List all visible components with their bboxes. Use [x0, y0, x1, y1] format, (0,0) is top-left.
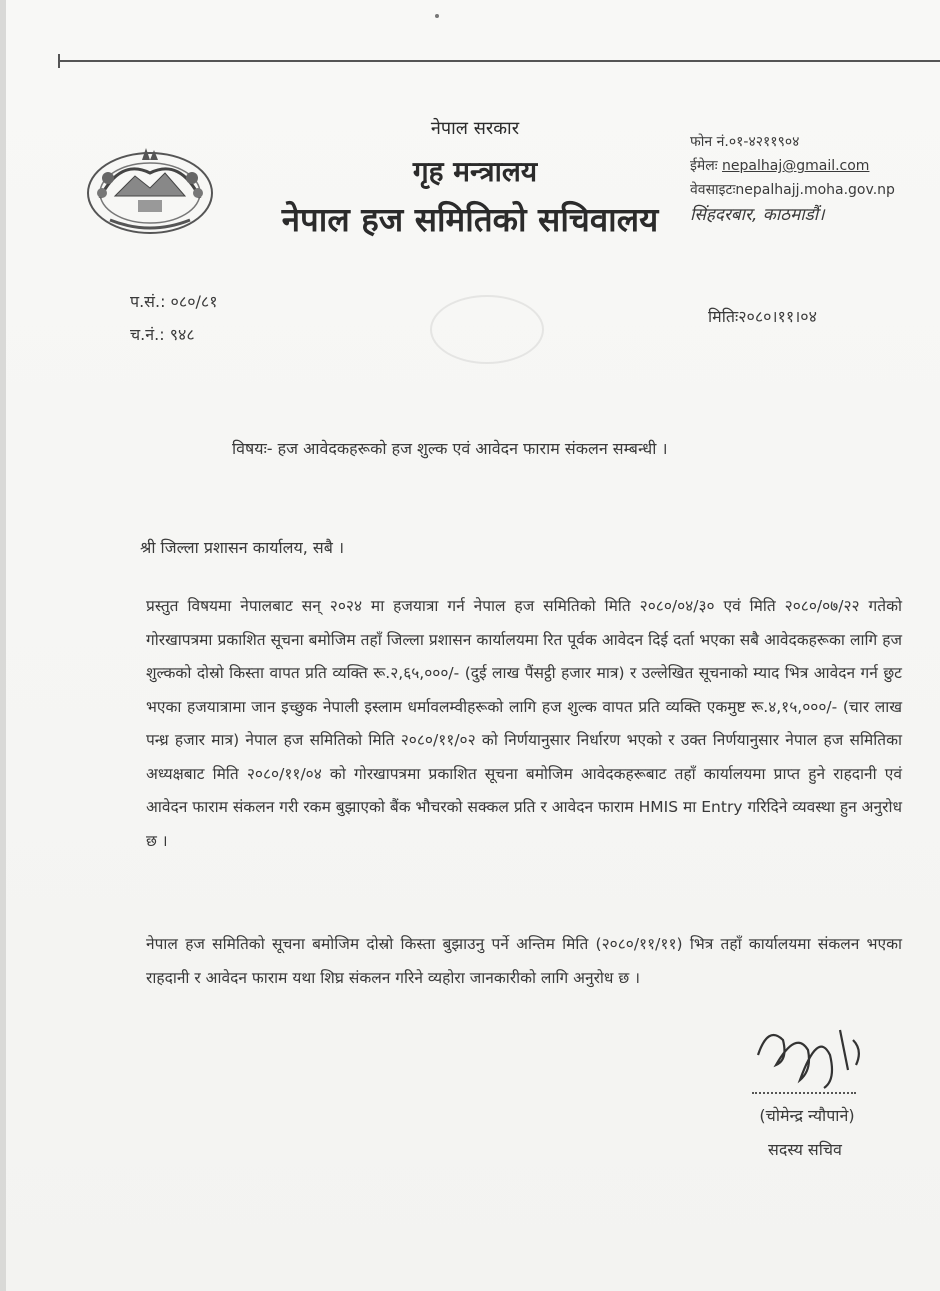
contact-phone: फोन नं.०१-४२११९०४ — [690, 134, 800, 150]
letter-addressee: श्री जिल्ला प्रशासन कार्यालय, सबै । — [140, 538, 345, 557]
email-label: ईमेलः — [690, 158, 723, 174]
letter-date: मितिः२०८०।११।०४ — [708, 307, 817, 326]
government-name: नेपाल सरकार — [430, 118, 520, 139]
letter-subject: विषयः- हज आवेदकहरूको हज शुल्क एवं आवेदन फाराम संकलन सम्बन्धी । — [232, 439, 668, 458]
faded-stamp — [430, 295, 544, 364]
dispatch-number: च.नं.: ९४८ — [130, 325, 195, 344]
body-paragraph-1: प्रस्तुत विषयमा नेपालबाट सन् २०२४ मा हजयात्रा गर्न नेपाल हज समितिको मिति २०८०/०४/३० एवं मिति २०८०/०७/२२ गतेको गोरखापत्रमा प्रकाशित सूचना बमोजिम तहाँ जिल्ला प्रशासन कार्यालयमा रित पूर्वक आवेदन दिई दर्ता भएका सबै आवेदकहरूका लागि हज शुल्कको दोस्रो किस्ता वापत प्रति व्यक्ति रू.२,६५,०००/- (दुई लाख पैंसट्ठी हजार मात्र) र उल्लेखित सूचनाको म्याद भित्र आवेदन गर्न छुट भएका हजयात्रामा जान इच्छुक नेपाली इस्लाम धर्मावलम्वीहरूको लागि हज शुल्क वापत प्रति व्यक्ति एकमुष्ट रू.४,१५,०००/- (चार लाख पन्ध्र हजार मात्र) नेपाल हज समितिको मिति २०८०/११/०२ को निर्णयानुसार निर्धारण भएको र उक्त निर्णयानुसार नेपाल हज समितिका अध्यक्षबाट मिति २०८०/११/०४ को गोरखापत्रमा प्रकाशित सूचना बमोजिम आवेदकहरूबाट तहाँ कार्यालयमा प्राप्त हुने राहदानी एवं आवेदन फाराम संकलन गरी रकम बुझाएको बैंक भौचरको सक्कल प्रति र आवेदन फाराम HMIS मा Entry गरिदिने व्यवस्था हुन अनुरोध छ । — [146, 597, 902, 850]
scan-dot — [435, 14, 439, 18]
body-paragraph-2: नेपाल हज समितिको सूचना बमोजिम दोस्रो किस्ता बुझाउनु पर्ने अन्तिम मिति (२०८०/११/११) भित्र तहाँ कार्यालयमा संकलन भएका राहदानी र आवेदन फाराम यथा शिघ्र संकलन गरिने व्यहोरा जानकारीको लागि अनुरोध छ । — [146, 935, 902, 987]
contact-email-line — [690, 156, 869, 175]
email-link[interactable]: nepalhaj@gmail.com — [722, 158, 870, 174]
signatory-title: सदस्य सचिव — [768, 1140, 842, 1159]
secretariat-name: नेपाल हज समितिको सचिवालय — [281, 200, 659, 239]
page-edge — [0, 0, 6, 1291]
top-rule — [58, 60, 940, 62]
handwritten-signature — [748, 1010, 868, 1090]
contact-address: सिंहदरबार, काठमाडौं। — [690, 205, 825, 225]
ministry-name: गृह मन्त्रालय — [412, 155, 538, 188]
signatory-name: (चोमेन्द्र न्यौपाने) — [759, 1106, 855, 1125]
contact-website[interactable]: वेवसाइटःnepalhajj.moha.gov.np — [690, 182, 895, 198]
nepal-emblem-icon — [80, 138, 220, 238]
signature-line — [752, 1092, 856, 1094]
reference-number: प.सं.: ०८०/८१ — [130, 292, 218, 311]
